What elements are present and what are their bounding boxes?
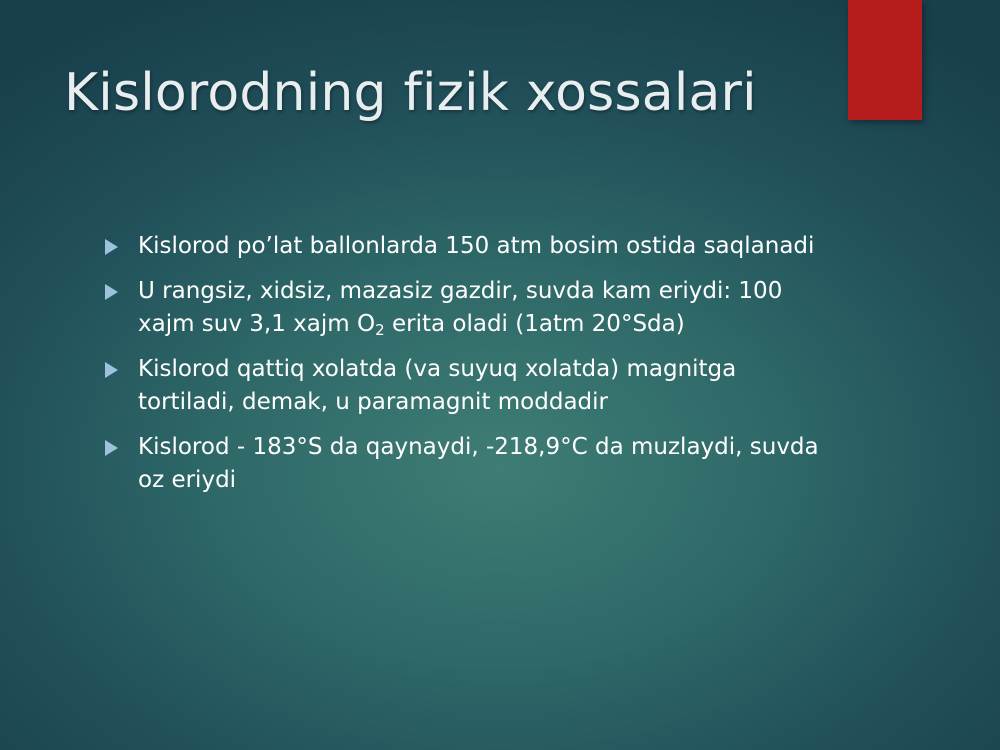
bullet-item <box>100 275 840 341</box>
bullet-item <box>100 431 840 497</box>
bullet-item <box>100 230 840 263</box>
slide-title: Kislorodning fizik xossalari <box>64 63 757 123</box>
bullet-text: Kislorod - 183°S da qaynaydi, -218,9°C da muzlaydi, suvda oz eriydi <box>138 434 819 493</box>
bullet-text-part: U rangsiz, xidsiz, mazasiz gazdir, suvda kam eriydi: 100 xajm suv 3,1 xajm O <box>138 278 783 337</box>
bullet-item <box>100 353 840 419</box>
bullet-text <box>138 278 782 337</box>
triangle-right-icon <box>105 284 118 300</box>
bullet-text: Kislorod qattiq xolatda (va suyuq xolatda) magnitga tortiladi, demak, u paramagnit moddadir <box>138 356 737 415</box>
triangle-right-icon <box>105 362 118 378</box>
triangle-right-icon <box>105 239 118 255</box>
bullet-text: Kislorod po’lat ballonlarda 150 atm bosim ostida saqlanadi <box>138 233 815 259</box>
bullet-text-part: erita oladi (1atm 20°Sda) <box>384 311 685 337</box>
subscript-text: 2 <box>375 321 385 339</box>
triangle-right-icon <box>105 440 118 456</box>
accent-bar <box>848 0 922 120</box>
bullet-list <box>100 230 840 509</box>
